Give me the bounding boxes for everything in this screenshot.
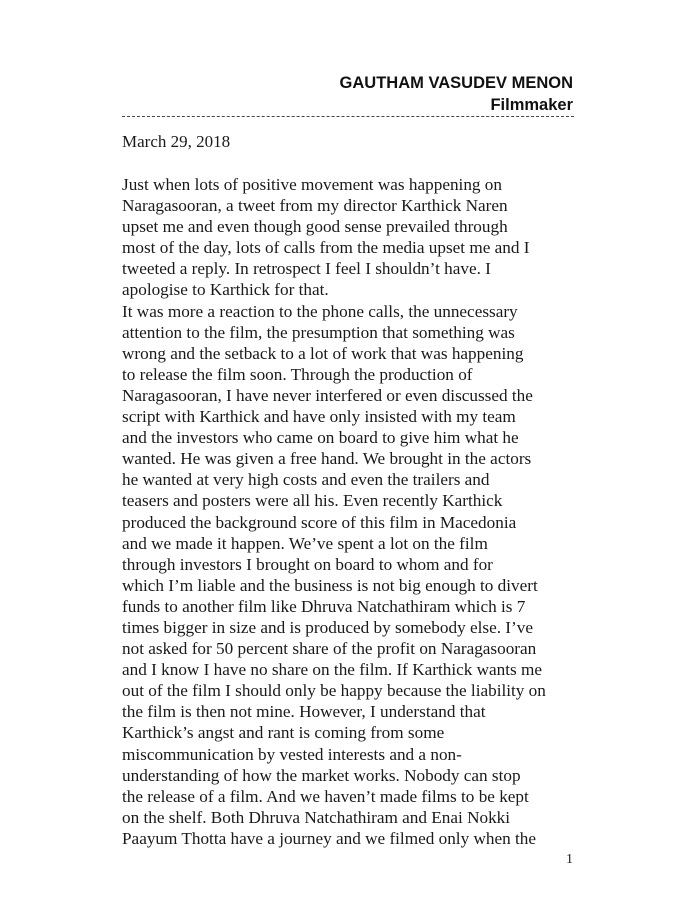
author-name: GAUTHAM VASUDEV MENON: [339, 74, 573, 92]
body-line: understanding of how the market works. Nobody can stop: [122, 765, 521, 785]
body-line: the film is then not mine. However, I understand that: [122, 702, 486, 722]
body-line: wrong and the setback to a lot of work that was happening: [122, 343, 524, 363]
body-line: teasers and posters were all his. Even recently Karthick: [122, 491, 503, 511]
letter-body: [122, 174, 582, 849]
body-line: most of the day, lots of calls from the media upset me and I: [122, 238, 530, 258]
body-line: apologise to Karthick for that.: [122, 280, 329, 300]
body-line: and I know I have no share on the film. If Karthick wants me: [122, 660, 543, 680]
body-line: funds to another film like Dhruva Natchathiram which is 7: [122, 596, 526, 616]
body-line: Naragasooran, a tweet from my director Karthick Naren: [122, 196, 508, 216]
letter-header: [340, 72, 573, 116]
body-line: and the investors who came on board to give him what he: [122, 428, 519, 448]
page-number: 1: [566, 852, 573, 867]
body-line: through investors I brought on board to whom and for: [122, 554, 493, 574]
body-line: Karthick’s angst and rant is coming from some: [122, 723, 445, 743]
body-line: It was more a reaction to the phone calls, the unnecessary: [122, 301, 518, 321]
body-line: wanted. He was given a free hand. We brought in the actors: [122, 449, 532, 469]
body-line: on the shelf. Both Dhruva Natchathiram and Enai Nokki: [122, 807, 511, 827]
body-line: Paayum Thotta have a journey and we filmed only when the: [122, 828, 536, 848]
body-line: out of the film I should only be happy because the liability on: [122, 681, 546, 701]
body-line: Naragasooran, I have never interfered or even discussed the: [122, 385, 533, 405]
body-line: he wanted at very high costs and even the trailers and: [122, 470, 490, 490]
body-line: Just when lots of positive movement was happening on: [122, 175, 502, 194]
author-role: Filmmaker: [490, 96, 573, 114]
body-line: upset me and even though good sense prevailed through: [122, 217, 508, 237]
body-line: produced the background score of this film in Macedonia: [122, 512, 517, 532]
body-line: times bigger in size and is produced by somebody else. I’ve: [122, 617, 533, 637]
body-line: tweeted a reply. In retrospect I feel I shouldn’t have. I: [122, 259, 491, 279]
body-line: the release of a film. And we haven’t made films to be kept: [122, 786, 529, 806]
letter-date: March 29, 2018: [122, 132, 231, 151]
body-line: which I’m liable and the business is not big enough to divert: [122, 575, 538, 595]
body-line: not asked for 50 percent share of the profit on Naragasooran: [122, 639, 537, 659]
body-line: miscommunication by vested interests and a non-: [122, 744, 462, 764]
body-line: and we made it happen. We’ve spent a lot on the film: [122, 533, 488, 553]
body-line: attention to the film, the presumption that something was: [122, 322, 515, 342]
body-line: script with Karthick and have only insisted with my team: [122, 407, 516, 427]
body-line: to release the film soon. Through the production of: [122, 364, 473, 384]
header-divider: [122, 116, 574, 117]
